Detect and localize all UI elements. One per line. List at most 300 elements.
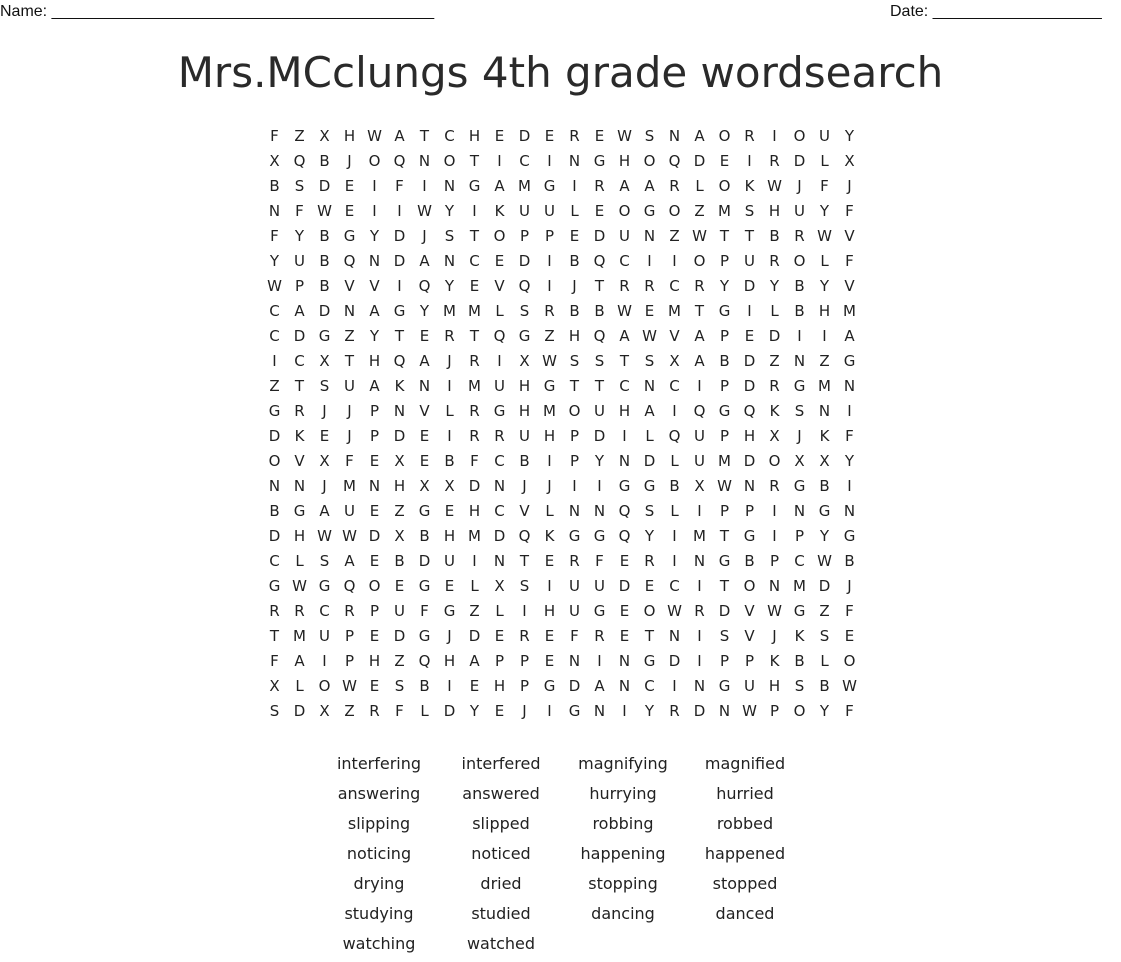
grid-letter: R bbox=[344, 602, 355, 620]
grid-letter: I bbox=[497, 152, 502, 170]
grid-letter: W bbox=[767, 177, 782, 195]
grid-letter: D bbox=[718, 602, 731, 620]
grid-letter: W bbox=[367, 127, 382, 145]
grid-letter: X bbox=[269, 152, 280, 170]
grid-letter: E bbox=[569, 227, 580, 245]
grid-letter: R bbox=[669, 702, 680, 720]
grid-letter: H bbox=[468, 502, 481, 520]
grid-letter: G bbox=[718, 677, 731, 695]
grid-letter: B bbox=[269, 177, 280, 195]
grid-letter: S bbox=[269, 702, 280, 720]
grid-row bbox=[262, 124, 862, 149]
grid-row bbox=[262, 199, 862, 224]
grid-letter: W bbox=[267, 277, 282, 295]
grid-letter: L bbox=[820, 652, 829, 670]
grid-row bbox=[262, 449, 862, 474]
grid-letter: R bbox=[769, 377, 780, 395]
grid-letter: L bbox=[295, 677, 304, 695]
grid-letter: H bbox=[543, 427, 556, 445]
grid-letter: D bbox=[593, 427, 606, 445]
grid-letter: X bbox=[269, 677, 280, 695]
grid-letter: F bbox=[820, 177, 829, 195]
grid-letter: D bbox=[293, 702, 306, 720]
grid-letter: S bbox=[394, 677, 405, 695]
word-list-item: studying bbox=[344, 904, 414, 923]
grid-letter: G bbox=[843, 527, 856, 545]
grid-letter: Y bbox=[469, 702, 480, 720]
grid-letter: N bbox=[618, 452, 631, 470]
grid-letter: P bbox=[544, 227, 555, 245]
grid-letter: E bbox=[319, 427, 330, 445]
grid-letter: D bbox=[743, 277, 756, 295]
grid-letter: V bbox=[369, 277, 380, 295]
grid-letter: J bbox=[522, 477, 527, 495]
grid-letter: W bbox=[692, 227, 707, 245]
grid-letter: R bbox=[494, 427, 505, 445]
grid-letter: E bbox=[594, 202, 605, 220]
grid-letter: E bbox=[619, 552, 630, 570]
grid-letter: N bbox=[618, 652, 631, 670]
grid-letter: U bbox=[694, 427, 705, 445]
word-list-item: robbing bbox=[592, 814, 654, 833]
grid-letter: N bbox=[818, 402, 831, 420]
grid-letter: B bbox=[319, 252, 330, 270]
grid-letter: B bbox=[744, 552, 755, 570]
grid-letter: A bbox=[319, 502, 330, 520]
grid-letter: V bbox=[844, 277, 855, 295]
grid-row bbox=[262, 574, 862, 599]
grid-letter: L bbox=[420, 702, 429, 720]
grid-letter: O bbox=[793, 252, 806, 270]
grid-letter: A bbox=[294, 652, 305, 670]
grid-letter: Z bbox=[269, 377, 280, 395]
grid-letter: C bbox=[269, 327, 280, 345]
grid-letter: S bbox=[719, 627, 730, 645]
grid-letter: N bbox=[568, 152, 581, 170]
grid-letter: Z bbox=[469, 602, 480, 620]
grid-letter: W bbox=[342, 677, 357, 695]
grid-letter: X bbox=[794, 452, 805, 470]
grid-letter: R bbox=[744, 127, 755, 145]
grid-letter: S bbox=[744, 202, 755, 220]
grid-letter: W bbox=[642, 327, 657, 345]
grid-letter: X bbox=[394, 452, 405, 470]
grid-letter: K bbox=[494, 202, 505, 220]
grid-letter: W bbox=[817, 552, 832, 570]
grid-letter: Q bbox=[593, 327, 606, 345]
grid-letter: D bbox=[518, 252, 531, 270]
grid-letter: Y bbox=[294, 227, 305, 245]
grid-letter: Y bbox=[369, 327, 380, 345]
grid-letter: N bbox=[643, 227, 656, 245]
grid-letter: I bbox=[572, 177, 577, 195]
grid-row bbox=[262, 649, 862, 674]
grid-letter: E bbox=[644, 577, 655, 595]
grid-letter: Y bbox=[844, 452, 855, 470]
grid-letter: I bbox=[547, 577, 552, 595]
grid-letter: E bbox=[419, 452, 430, 470]
grid-row bbox=[262, 249, 862, 274]
grid-row bbox=[262, 149, 862, 174]
grid-letter: U bbox=[594, 402, 605, 420]
grid-letter: R bbox=[569, 552, 580, 570]
grid-letter: G bbox=[643, 202, 656, 220]
grid-letter: G bbox=[543, 677, 556, 695]
grid-letter: G bbox=[318, 327, 331, 345]
grid-letter: E bbox=[494, 127, 505, 145]
grid-letter: G bbox=[543, 177, 556, 195]
grid-letter: X bbox=[519, 352, 530, 370]
grid-letter: O bbox=[568, 402, 581, 420]
grid-letter: D bbox=[443, 702, 456, 720]
grid-letter: G bbox=[593, 527, 606, 545]
grid-letter: W bbox=[742, 702, 757, 720]
grid-letter: Z bbox=[394, 502, 405, 520]
grid-letter: N bbox=[268, 477, 281, 495]
grid-letter: J bbox=[322, 477, 327, 495]
grid-letter: G bbox=[568, 702, 581, 720]
grid-letter: N bbox=[743, 477, 756, 495]
grid-letter: N bbox=[843, 377, 856, 395]
word-list-item: hurrying bbox=[589, 784, 657, 803]
grid-letter: B bbox=[769, 227, 780, 245]
grid-letter: U bbox=[444, 552, 455, 570]
grid-letter: C bbox=[619, 377, 630, 395]
grid-letter: A bbox=[644, 402, 655, 420]
grid-letter: W bbox=[617, 127, 632, 145]
grid-letter: O bbox=[643, 152, 656, 170]
grid-letter: N bbox=[493, 552, 506, 570]
grid-letter: D bbox=[743, 352, 756, 370]
grid-letter: N bbox=[418, 377, 431, 395]
grid-letter: J bbox=[572, 277, 577, 295]
grid-letter: H bbox=[293, 527, 306, 545]
grid-letter: U bbox=[594, 577, 605, 595]
grid-row bbox=[262, 424, 862, 449]
grid-letter: I bbox=[372, 177, 377, 195]
grid-letter: Y bbox=[644, 527, 655, 545]
grid-letter: N bbox=[443, 177, 456, 195]
grid-letter: I bbox=[447, 377, 452, 395]
grid-letter: O bbox=[268, 452, 281, 470]
grid-row bbox=[262, 349, 862, 374]
grid-letter: G bbox=[743, 527, 756, 545]
grid-letter: Q bbox=[418, 652, 431, 670]
grid-letter: C bbox=[669, 377, 680, 395]
grid-letter: K bbox=[294, 427, 305, 445]
grid-row bbox=[262, 599, 862, 624]
grid-letter: C bbox=[669, 577, 680, 595]
grid-letter: S bbox=[294, 177, 305, 195]
grid-letter: E bbox=[494, 702, 505, 720]
grid-letter: P bbox=[519, 652, 530, 670]
grid-letter: C bbox=[469, 252, 480, 270]
grid-letter: B bbox=[569, 302, 580, 320]
grid-letter: A bbox=[369, 377, 380, 395]
grid-letter: A bbox=[344, 552, 355, 570]
grid-letter: C bbox=[669, 277, 680, 295]
word-list bbox=[318, 752, 806, 962]
grid-letter: V bbox=[669, 327, 680, 345]
name-field[interactable]: Name: ___________________________________________ bbox=[0, 3, 435, 20]
grid-letter: G bbox=[718, 302, 731, 320]
grid-letter: V bbox=[744, 602, 755, 620]
word-list-item: slipped bbox=[472, 814, 530, 833]
grid-letter: Q bbox=[518, 527, 531, 545]
grid-letter: Z bbox=[544, 327, 555, 345]
grid-letter: E bbox=[344, 177, 355, 195]
grid-letter: H bbox=[343, 127, 356, 145]
grid-letter: Q bbox=[743, 402, 756, 420]
grid-letter: D bbox=[793, 152, 806, 170]
grid-letter: N bbox=[793, 352, 806, 370]
grid-letter: G bbox=[268, 577, 281, 595]
grid-letter: H bbox=[443, 527, 456, 545]
grid-letter: J bbox=[347, 427, 352, 445]
grid-letter: P bbox=[344, 652, 355, 670]
grid-letter: J bbox=[447, 352, 452, 370]
grid-letter: Y bbox=[444, 277, 455, 295]
grid-letter: W bbox=[317, 202, 332, 220]
grid-letter: G bbox=[418, 502, 431, 520]
word-list-item: stopping bbox=[588, 874, 658, 893]
grid-letter: F bbox=[395, 702, 404, 720]
grid-letter: H bbox=[368, 352, 381, 370]
grid-letter: B bbox=[319, 152, 330, 170]
grid-letter: Z bbox=[294, 127, 305, 145]
grid-letter: B bbox=[419, 677, 430, 695]
grid-letter: W bbox=[667, 602, 682, 620]
grid-letter: N bbox=[368, 252, 381, 270]
grid-letter: A bbox=[844, 327, 855, 345]
grid-letter: F bbox=[845, 252, 854, 270]
grid-letter: I bbox=[597, 477, 602, 495]
grid-row bbox=[262, 374, 862, 399]
grid-letter: G bbox=[568, 527, 581, 545]
grid-letter: R bbox=[544, 302, 555, 320]
grid-letter: I bbox=[272, 352, 277, 370]
grid-letter: I bbox=[472, 202, 477, 220]
grid-letter: W bbox=[292, 577, 307, 595]
grid-letter: E bbox=[494, 627, 505, 645]
grid-letter: B bbox=[819, 477, 830, 495]
grid-letter: T bbox=[419, 127, 430, 145]
grid-letter: K bbox=[794, 627, 805, 645]
grid-row bbox=[262, 299, 862, 324]
grid-letter: E bbox=[419, 327, 430, 345]
grid-letter: E bbox=[469, 277, 480, 295]
grid-letter: S bbox=[444, 227, 455, 245]
grid-letter: B bbox=[269, 502, 280, 520]
grid-letter: I bbox=[547, 252, 552, 270]
grid-letter: P bbox=[719, 252, 730, 270]
grid-letter: L bbox=[495, 302, 504, 320]
grid-letter: U bbox=[694, 452, 705, 470]
grid-letter: I bbox=[622, 702, 627, 720]
word-list-item: drying bbox=[353, 874, 405, 893]
grid-letter: N bbox=[843, 502, 856, 520]
grid-letter: X bbox=[319, 452, 330, 470]
grid-letter: O bbox=[443, 152, 456, 170]
grid-letter: T bbox=[469, 327, 480, 345]
grid-letter: G bbox=[643, 477, 656, 495]
grid-letter: H bbox=[493, 677, 506, 695]
grid-letter: V bbox=[744, 627, 755, 645]
grid-letter: H bbox=[618, 152, 631, 170]
grid-letter: S bbox=[319, 377, 330, 395]
grid-letter: P bbox=[569, 452, 580, 470]
grid-letter: G bbox=[618, 477, 631, 495]
word-list-item: answering bbox=[337, 784, 421, 803]
grid-letter: D bbox=[818, 577, 831, 595]
date-field[interactable]: Date: ___________________ bbox=[890, 3, 1102, 20]
grid-letter: M bbox=[818, 377, 831, 395]
grid-letter: V bbox=[519, 502, 530, 520]
grid-letter: Q bbox=[343, 252, 356, 270]
grid-letter: C bbox=[294, 352, 305, 370]
grid-letter: L bbox=[295, 552, 304, 570]
word-list-item: robbed bbox=[716, 814, 774, 833]
grid-letter: H bbox=[368, 652, 381, 670]
grid-letter: C bbox=[494, 502, 505, 520]
grid-letter: P bbox=[369, 427, 380, 445]
grid-letter: L bbox=[820, 252, 829, 270]
grid-letter: I bbox=[672, 677, 677, 695]
grid-letter: E bbox=[544, 627, 555, 645]
grid-letter: L bbox=[470, 577, 479, 595]
grid-letter: U bbox=[294, 252, 305, 270]
grid-letter: L bbox=[695, 177, 704, 195]
grid-letter: P bbox=[519, 677, 530, 695]
grid-letter: J bbox=[422, 227, 427, 245]
grid-letter: O bbox=[693, 252, 706, 270]
grid-letter: Z bbox=[819, 352, 830, 370]
grid-letter: P bbox=[719, 377, 730, 395]
word-list-item: slipping bbox=[347, 814, 411, 833]
grid-letter: T bbox=[719, 227, 730, 245]
grid-letter: G bbox=[343, 227, 356, 245]
grid-letter: G bbox=[543, 377, 556, 395]
grid-letter: L bbox=[645, 427, 654, 445]
grid-letter: A bbox=[594, 677, 605, 695]
grid-letter: M bbox=[718, 452, 731, 470]
grid-letter: S bbox=[569, 352, 580, 370]
grid-letter: D bbox=[493, 527, 506, 545]
grid-letter: E bbox=[594, 127, 605, 145]
grid-letter: N bbox=[693, 552, 706, 570]
grid-letter: T bbox=[394, 327, 405, 345]
grid-letter: A bbox=[694, 352, 705, 370]
grid-letter: R bbox=[794, 227, 805, 245]
grid-letter: K bbox=[544, 527, 555, 545]
grid-letter: N bbox=[768, 577, 781, 595]
grid-row bbox=[262, 524, 862, 549]
grid-letter: T bbox=[569, 377, 580, 395]
grid-letter: A bbox=[494, 177, 505, 195]
grid-letter: Z bbox=[694, 202, 705, 220]
grid-letter: J bbox=[797, 427, 802, 445]
grid-letter: W bbox=[767, 602, 782, 620]
grid-letter: F bbox=[420, 602, 429, 620]
grid-letter: I bbox=[322, 652, 327, 670]
grid-letter: T bbox=[469, 152, 480, 170]
grid-letter: Q bbox=[618, 502, 631, 520]
word-list-item: magnifying bbox=[578, 754, 668, 773]
grid-letter: B bbox=[519, 452, 530, 470]
grid-letter: O bbox=[368, 577, 381, 595]
grid-letter: U bbox=[569, 577, 580, 595]
word-list-item: interfering bbox=[336, 754, 422, 773]
grid-letter: N bbox=[693, 677, 706, 695]
grid-letter: R bbox=[469, 427, 480, 445]
grid-letter: M bbox=[518, 177, 531, 195]
grid-letter: D bbox=[393, 627, 406, 645]
grid-letter: A bbox=[294, 302, 305, 320]
grid-letter: F bbox=[845, 602, 854, 620]
grid-letter: G bbox=[718, 402, 731, 420]
grid-letter: I bbox=[672, 252, 677, 270]
grid-letter: Q bbox=[393, 352, 406, 370]
grid-letter: U bbox=[744, 252, 755, 270]
grid-letter: A bbox=[469, 652, 480, 670]
grid-letter: A bbox=[694, 127, 705, 145]
grid-letter: L bbox=[570, 202, 579, 220]
grid-letter: I bbox=[497, 352, 502, 370]
word-list-item: noticed bbox=[471, 844, 531, 863]
grid-letter: I bbox=[772, 527, 777, 545]
grid-letter: G bbox=[793, 477, 806, 495]
grid-letter: G bbox=[268, 402, 281, 420]
grid-row bbox=[262, 324, 862, 349]
grid-letter: N bbox=[268, 202, 281, 220]
grid-letter: F bbox=[470, 452, 479, 470]
grid-letter: I bbox=[847, 402, 852, 420]
grid-letter: G bbox=[718, 552, 731, 570]
grid-letter: P bbox=[519, 227, 530, 245]
grid-row bbox=[262, 224, 862, 249]
grid-letter: Z bbox=[344, 327, 355, 345]
grid-letter: P bbox=[344, 627, 355, 645]
grid-letter: U bbox=[319, 627, 330, 645]
grid-letter: E bbox=[369, 502, 380, 520]
grid-letter: C bbox=[519, 152, 530, 170]
grid-letter: S bbox=[819, 627, 830, 645]
grid-letter: D bbox=[318, 177, 331, 195]
grid-letter: G bbox=[418, 577, 431, 595]
page-title: Mrs.MCclungs 4th grade wordsearch bbox=[177, 48, 944, 97]
grid-letter: N bbox=[668, 127, 681, 145]
grid-letter: Z bbox=[394, 652, 405, 670]
grid-letter: I bbox=[547, 152, 552, 170]
grid-letter: P bbox=[719, 327, 730, 345]
grid-letter: I bbox=[672, 527, 677, 545]
grid-letter: I bbox=[697, 502, 702, 520]
grid-letter: Q bbox=[618, 527, 631, 545]
grid-letter: Y bbox=[819, 527, 830, 545]
grid-letter: D bbox=[568, 677, 581, 695]
grid-letter: R bbox=[469, 352, 480, 370]
grid-letter: O bbox=[493, 227, 506, 245]
grid-letter: C bbox=[269, 302, 280, 320]
grid-letter: D bbox=[318, 302, 331, 320]
grid-letter: T bbox=[744, 227, 755, 245]
grid-letter: I bbox=[697, 577, 702, 595]
grid-letter: B bbox=[719, 352, 730, 370]
grid-letter: I bbox=[747, 302, 752, 320]
grid-letter: D bbox=[293, 327, 306, 345]
grid-letter: A bbox=[394, 127, 405, 145]
grid-letter: R bbox=[569, 127, 580, 145]
